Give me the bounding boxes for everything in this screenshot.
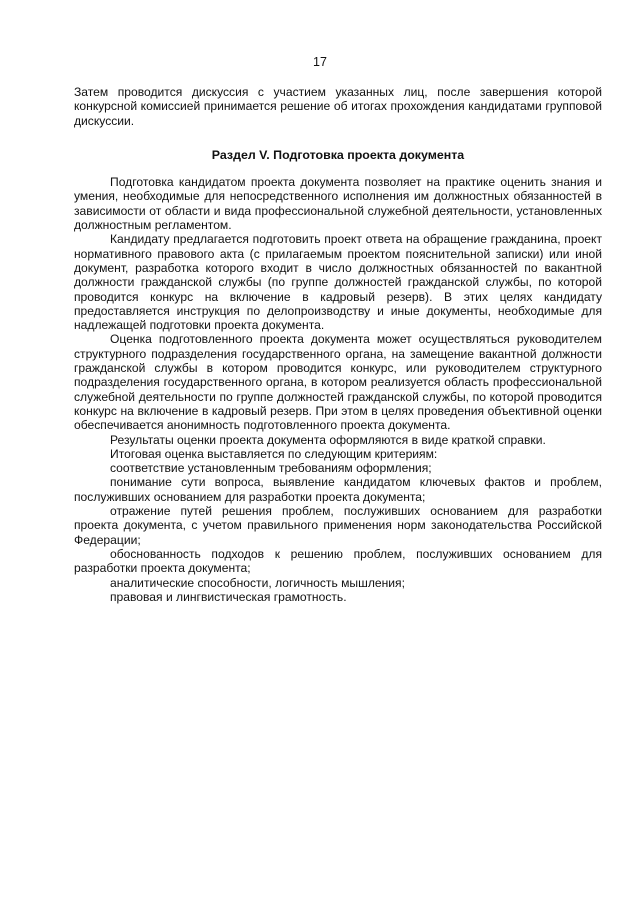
criterion-item: отражение путей решения проблем, послуживших основанием для разработки проекта документа, с учетом правильного применения норм законодательства Российской Федерации; [74,504,602,547]
paragraph-5: Итоговая оценка выставляется по следующим критериям: [110,446,438,461]
section-heading: Раздел V. Подготовка проекта документа [211,147,465,162]
paragraph-1: Подготовка кандидатом проекта документа позволяет на практике оценить знания и умения, необходимые для непосредственного исполнения им должностных обязанностей в зависимости от области и вида профессиональной служебной деятельности, установленных должностным регламентом. [74,175,602,233]
page-number: 17 [313,55,327,69]
criterion-item: понимание сути вопроса, выявление кандидатом ключевых фактов и проблем, послуживших основанием для разработки проекта документа; [74,475,602,504]
criterion-item: правовая и лингвистическая грамотность. [110,589,347,604]
intro-paragraph: Затем проводится дискуссия с участием указанных лиц, после завершения которой конкурсной комиссией принимается решение об итогах прохождения кандидатами групповой дискуссии. [74,85,602,128]
criterion-item: обоснованность подходов к решению проблем, послуживших основанием для разработки проекта документа; [74,546,602,576]
paragraph-4: Результаты оценки проекта документа оформляются в виде краткой справки. [110,432,546,447]
paragraph-2: Кандидату предлагается подготовить проект ответа на обращение гражданина, проект нормативного правового акта (с прилагаемым проектом пояснительной записки) или иной документ, разработка которого входит в число должностных обязанностей по вакантной должности гражданской службы (по группе должностей гражданской службы, по которой проводится конкурс на включение в кадровый резерв). В этих целях кандидату предоставляется инструкция по делопроизводству и иные документы, необходимые для надлежащей подготовки проекта документа. [74,232,602,333]
criterion-item: соответствие установленным требованиям оформления; [110,461,432,476]
document-body [74,85,602,604]
criterion-item: аналитические способности, логичность мышления; [110,575,405,590]
paragraph-3: Оценка подготовленного проекта документа может осуществляться руководителем структурного подразделения государственного органа, на замещение вакантной должности гражданской службы в котором проводится конкурс, или руководителем структурного подразделения государственного органа, в котором реализуется область профессиональной служебной деятельности по группе должностей гражданской службы, по которой проводится конкурс на включение в кадровый резерв. При этом в целях проведения объективной оценки обеспечивается анонимность подготовленного проекта документа. [74,332,602,433]
